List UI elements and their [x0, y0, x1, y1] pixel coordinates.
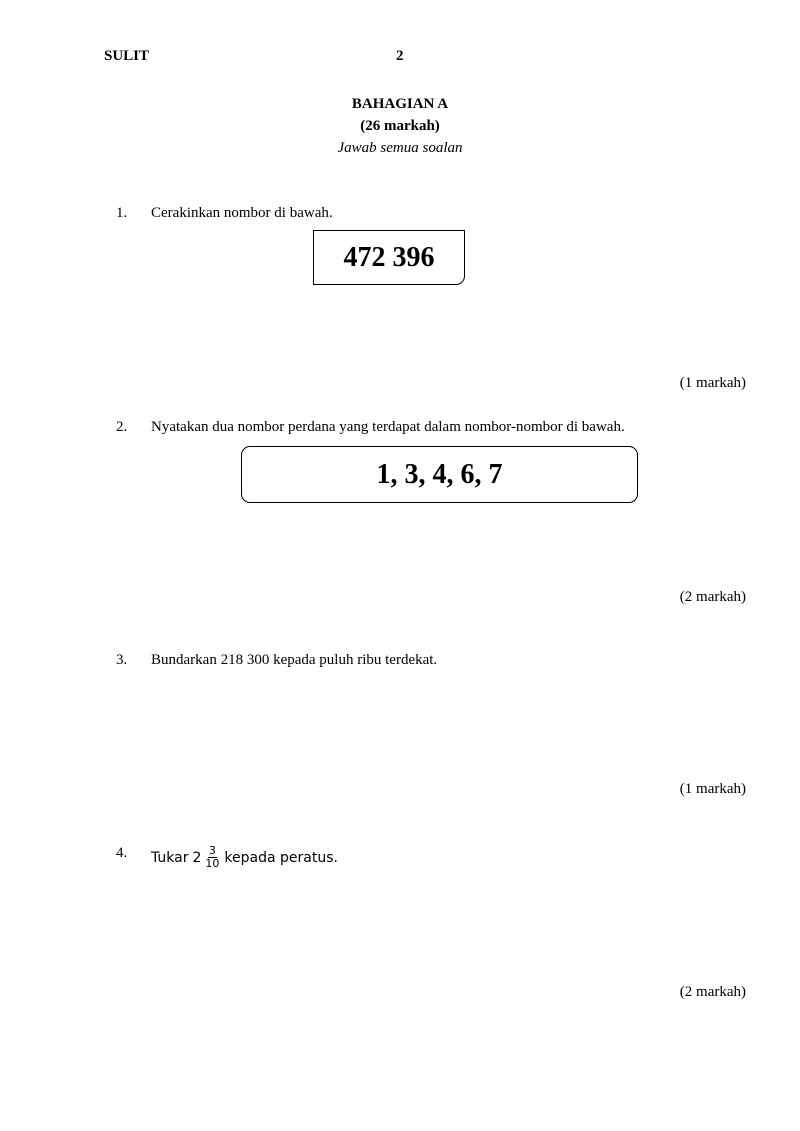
section-marks: (26 markah)	[360, 118, 440, 134]
header-confidential-label: SULIT	[104, 48, 150, 64]
question-2-number: 2.	[116, 419, 128, 435]
question-1-text: Cerakinkan nombor di bawah.	[151, 205, 333, 221]
question-4-text-after: kepada peratus.	[224, 849, 338, 866]
question-2-number-box: 1, 3, 4, 6, 7	[241, 446, 638, 503]
question-2-text: Nyatakan dua nombor perdana yang terdapat dalam nombor-nombor di bawah.	[151, 419, 625, 435]
page-number: 2	[396, 48, 404, 64]
question-3-number: 3.	[116, 652, 128, 668]
section-instruction: Jawab semua soalan	[337, 140, 463, 156]
question-4-denominator: 10	[205, 857, 220, 870]
question-2-marks: (2 markah)	[679, 589, 746, 605]
question-4-numerator: 3	[208, 844, 216, 857]
question-3-text: Bundarkan 218 300 kepada puluh ribu terdekat.	[151, 652, 438, 668]
question-4-whole-number: 2	[192, 849, 202, 866]
question-1-marks: (1 markah)	[679, 375, 746, 391]
section-title: BAHAGIAN A	[351, 96, 449, 112]
question-4-number: 4.	[116, 845, 128, 861]
question-1-number-box: 472 396	[313, 230, 465, 285]
question-3-marks: (1 markah)	[679, 781, 746, 797]
question-4-text	[151, 845, 338, 870]
question-4-fraction	[204, 845, 220, 870]
question-4-marks: (2 markah)	[679, 984, 746, 1000]
question-1-number: 1.	[116, 205, 128, 221]
question-4-text-before: Tukar	[151, 849, 189, 866]
